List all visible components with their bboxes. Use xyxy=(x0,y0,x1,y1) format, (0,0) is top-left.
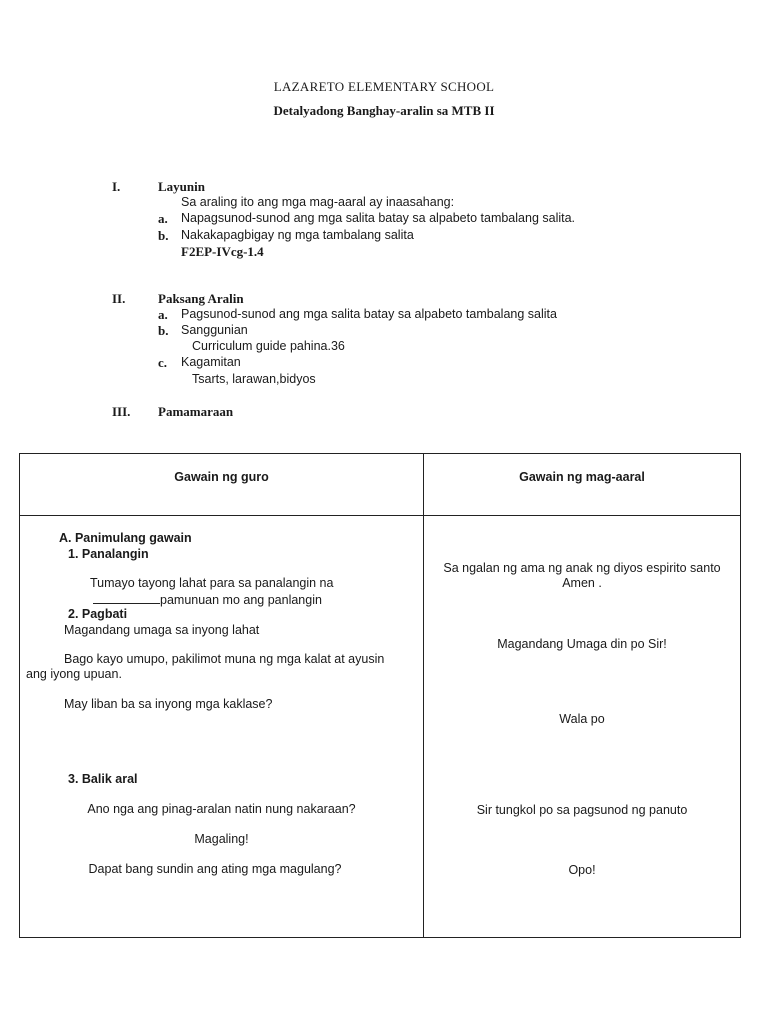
lesson-plan-title: Detalyadong Banghay-aralin sa MTB II xyxy=(273,103,495,118)
section-1-number: I. xyxy=(112,179,121,194)
procedure-table xyxy=(19,453,741,938)
prayer-instruction-line1: Tumayo tayong lahat para sa panalangin na xyxy=(90,576,334,590)
section-1-title: Layunin xyxy=(158,179,205,194)
prayer-response-line1: Sa ngalan ng ama ng anak ng diyos espirito santo xyxy=(443,561,721,575)
section-1-item-a-letter: a. xyxy=(158,211,168,226)
section-1-intro: Sa araling ito ang mga mag-aaral ay inaasahang: xyxy=(181,195,455,209)
section-2-item-b-letter: b. xyxy=(158,323,169,338)
table-header-divider xyxy=(20,515,740,516)
prayer-instruction-line2: pamunuan mo ang panlangin xyxy=(93,592,322,607)
cleanup-instruction-line1: Bago kayo umupo, pakilimot muna ng mga kalat at ayusin xyxy=(64,652,385,666)
greeting-response: Magandang Umaga din po Sir! xyxy=(497,637,667,651)
pagbati-heading: 2. Pagbati xyxy=(68,607,128,621)
section-3-title: Pamamaraan xyxy=(158,404,234,419)
section-2-item-c-sub: Tsarts, larawan,bidyos xyxy=(192,372,316,386)
column-header-mag-aaral: Gawain ng mag-aaral xyxy=(519,470,645,484)
prayer-response-line2: Amen . xyxy=(562,576,602,590)
section-2-item-c-letter: c. xyxy=(158,355,168,370)
fill-in-blank xyxy=(93,592,160,604)
section-2-item-b-sub: Curriculum guide pahina.36 xyxy=(192,339,345,353)
section-2-title: Paksang Aralin xyxy=(158,291,244,306)
section-1-item-b-text: Nakakapagbigay ng mga tambalang salita xyxy=(181,228,414,242)
balik-aral-heading: 3. Balik aral xyxy=(68,772,138,786)
section-2-item-c-text: Kagamitan xyxy=(181,355,241,369)
panalangin-heading: 1. Panalangin xyxy=(68,547,149,561)
section-2-item-b-text: Sanggunian xyxy=(181,323,248,337)
review-question: Ano nga ang pinag-aralan natin nung nakaraan? xyxy=(87,802,356,816)
absent-question: May liban ba sa inyong mga kaklase? xyxy=(64,697,273,711)
obey-response: Opo! xyxy=(568,863,596,877)
absent-response: Wala po xyxy=(559,712,605,726)
section-2-item-a-text: Pagsunod-sunod ang mga salita batay sa alpabeto tambalang salita xyxy=(181,307,557,321)
greeting-text: Magandang umaga sa inyong lahat xyxy=(64,623,260,637)
review-response: Sir tungkol po sa pagsunod ng panuto xyxy=(476,803,688,817)
cleanup-instruction-line2: ang iyong upuan. xyxy=(26,667,122,681)
part-a-heading: A. Panimulang gawain xyxy=(59,531,192,545)
section-3-number: III. xyxy=(112,404,131,419)
obey-question: Dapat bang sundin ang ating mga magulang? xyxy=(88,862,342,876)
section-1-item-b-letter: b. xyxy=(158,228,169,243)
section-2-number: II. xyxy=(112,291,126,306)
praise-text: Magaling! xyxy=(194,832,249,846)
section-1-item-a-text: Napagsunod-sunod ang mga salita batay sa alpabeto tambalang salita. xyxy=(181,211,576,225)
column-header-guro: Gawain ng guro xyxy=(174,470,269,484)
section-2-item-a-letter: a. xyxy=(158,307,168,322)
school-name: LAZARETO ELEMENTARY SCHOOL xyxy=(273,79,495,94)
competency-code: F2EP-IVcg-1.4 xyxy=(181,244,264,259)
